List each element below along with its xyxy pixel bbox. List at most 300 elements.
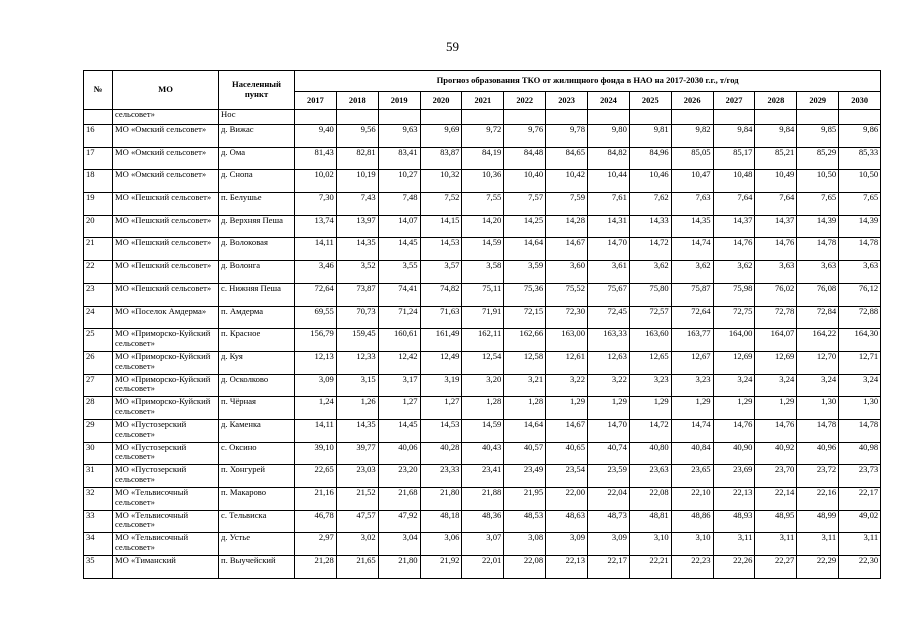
cell-value: 12,33: [336, 351, 378, 374]
column-header-year: 2019: [378, 92, 420, 110]
cell-value: 74,82: [420, 283, 462, 306]
cell-value: 46,78: [295, 510, 337, 533]
table-header: [84, 71, 881, 110]
cell-value: 3,19: [420, 374, 462, 397]
cell-settlement: д. Волоковая: [219, 238, 295, 261]
cell-num: 33: [84, 510, 113, 533]
cell-value: 1,29: [629, 397, 671, 420]
table-row: [84, 442, 881, 465]
cell-value: 164,30: [839, 329, 881, 352]
cell-value: 85,21: [755, 147, 797, 170]
column-header-year: 2021: [462, 92, 504, 110]
cell-value: 9,56: [336, 125, 378, 148]
cell-value: 14,67: [546, 238, 588, 261]
cell-value: 14,45: [378, 238, 420, 261]
cell-value: 9,81: [629, 125, 671, 148]
cell-value: 72,75: [713, 306, 755, 329]
cell-value: 14,59: [462, 419, 504, 442]
column-header-year: 2025: [629, 92, 671, 110]
table-row: [84, 397, 881, 420]
cell-value: 23,49: [504, 465, 546, 488]
cell-value: 21,52: [336, 488, 378, 511]
cell-value: 14,25: [504, 215, 546, 238]
cell-value: 162,66: [504, 329, 546, 352]
cell-value: 85,29: [797, 147, 839, 170]
cell-value: 3,07: [462, 533, 504, 556]
cell-value: 14,64: [504, 419, 546, 442]
cell-value: 14,78: [797, 419, 839, 442]
cell-value: 23,69: [713, 465, 755, 488]
table-row: [84, 238, 881, 261]
cell-value: 14,20: [462, 215, 504, 238]
table-row: [84, 510, 881, 533]
cell-value: 10,36: [462, 170, 504, 193]
cell-mo: МО «Тиманский: [113, 556, 219, 579]
table-row: [84, 351, 881, 374]
cell-value: 22,00: [546, 488, 588, 511]
cell-value: 72,45: [588, 306, 630, 329]
cell-value: 84,19: [462, 147, 504, 170]
cell-value: 12,63: [588, 351, 630, 374]
cell-settlement: Нос: [219, 110, 295, 125]
cell-value: 10,27: [378, 170, 420, 193]
cell-value: 14,67: [546, 419, 588, 442]
cell-value: 9,69: [420, 125, 462, 148]
cell-value: 1,27: [378, 397, 420, 420]
cell-mo: МО «Поселок Амдерма»: [113, 306, 219, 329]
cell-value: 14,37: [713, 215, 755, 238]
cell-mo: МО «Приморско-Куйский сельсовет»: [113, 329, 219, 352]
cell-value: 49,02: [839, 510, 881, 533]
cell-value: 13,97: [336, 215, 378, 238]
cell-value: 9,80: [588, 125, 630, 148]
cell-value: 14,15: [420, 215, 462, 238]
column-header-year: 2017: [295, 92, 337, 110]
cell-value: 3,24: [797, 374, 839, 397]
cell-value: 85,33: [839, 147, 881, 170]
cell-value: 1,28: [504, 397, 546, 420]
cell-value: 7,65: [797, 193, 839, 216]
table-row: [84, 193, 881, 216]
cell-value: 9,86: [839, 125, 881, 148]
cell-value: 74,41: [378, 283, 420, 306]
cell-value: 3,09: [546, 533, 588, 556]
cell-value: 164,07: [755, 329, 797, 352]
cell-value: 10,32: [420, 170, 462, 193]
cell-value: 164,00: [713, 329, 755, 352]
cell-value: 7,57: [504, 193, 546, 216]
cell-value: 3,21: [504, 374, 546, 397]
cell-value: 7,30: [295, 193, 337, 216]
cell-value: 14,11: [295, 419, 337, 442]
cell-value: 1,29: [671, 397, 713, 420]
cell-value: 83,41: [378, 147, 420, 170]
cell-mo: МО «Пешский сельсовет»: [113, 261, 219, 284]
cell-value: 10,46: [629, 170, 671, 193]
column-header-year: 2018: [336, 92, 378, 110]
cell-value: 159,45: [336, 329, 378, 352]
cell-value: 163,33: [588, 329, 630, 352]
cell-value: 14,78: [797, 238, 839, 261]
cell-value: 7,62: [629, 193, 671, 216]
cell-value: 21,80: [420, 488, 462, 511]
cell-value: 75,67: [588, 283, 630, 306]
cell-value: 84,82: [588, 147, 630, 170]
cell-value: 14,35: [671, 215, 713, 238]
cell-value: 9,76: [504, 125, 546, 148]
cell-value: 3,06: [420, 533, 462, 556]
cell-value: 72,15: [504, 306, 546, 329]
cell-settlement: п. Красное: [219, 329, 295, 352]
cell-value: 3,20: [462, 374, 504, 397]
cell-value: 7,52: [420, 193, 462, 216]
cell-value: 81,43: [295, 147, 337, 170]
cell-value: 12,13: [295, 351, 337, 374]
cell-value: 48,86: [671, 510, 713, 533]
cell-value: 40,06: [378, 442, 420, 465]
table-row: [84, 283, 881, 306]
cell-value: 3,02: [336, 533, 378, 556]
cell-value: 12,67: [671, 351, 713, 374]
cell-num: 23: [84, 283, 113, 306]
column-header-year: 2023: [546, 92, 588, 110]
cell-value: 12,69: [755, 351, 797, 374]
cell-value: 14,33: [629, 215, 671, 238]
cell-value: 22,17: [588, 556, 630, 579]
cell-value: 21,95: [504, 488, 546, 511]
table-row: [84, 419, 881, 442]
cell-value: 14,11: [295, 238, 337, 261]
table-row: [84, 488, 881, 511]
cell-value: 39,77: [336, 442, 378, 465]
cell-value: 84,96: [629, 147, 671, 170]
cell-value: 22,29: [797, 556, 839, 579]
cell-value: 3,46: [295, 261, 337, 284]
cell-value: 3,57: [420, 261, 462, 284]
table-row: [84, 306, 881, 329]
cell-value: 72,64: [295, 283, 337, 306]
cell-value: 9,63: [378, 125, 420, 148]
cell-value: 7,43: [336, 193, 378, 216]
column-header-mo: МО: [113, 71, 219, 110]
cell-value: 40,28: [420, 442, 462, 465]
cell-value: 75,11: [462, 283, 504, 306]
cell-num: 17: [84, 147, 113, 170]
cell-value: 22,16: [797, 488, 839, 511]
cell-value: 7,64: [713, 193, 755, 216]
cell-value: 3,52: [336, 261, 378, 284]
cell-value: 3,60: [546, 261, 588, 284]
cell-value: 48,93: [713, 510, 755, 533]
cell-num: 24: [84, 306, 113, 329]
cell-value: 22,13: [713, 488, 755, 511]
cell-value: 3,11: [797, 533, 839, 556]
column-header-forecast: Прогноз образования ТКО от жилищного фонда в НАО на 2017-2030 г.г., т/год: [295, 71, 881, 92]
cell-value: 23,73: [839, 465, 881, 488]
cell-value: 23,63: [629, 465, 671, 488]
cell-value: 10,02: [295, 170, 337, 193]
cell-value: 75,98: [713, 283, 755, 306]
cell-value: 14,76: [755, 419, 797, 442]
cell-mo: МО «Пешский сельсовет»: [113, 193, 219, 216]
cell-value: 75,52: [546, 283, 588, 306]
cell-value: 72,30: [546, 306, 588, 329]
cell-value: 14,59: [462, 238, 504, 261]
cell-value: 48,81: [629, 510, 671, 533]
cell-value: 7,59: [546, 193, 588, 216]
cell-value: 76,12: [839, 283, 881, 306]
cell-value: 48,99: [797, 510, 839, 533]
table-row: [84, 215, 881, 238]
cell-value: 10,47: [671, 170, 713, 193]
cell-settlement: д. Каменка: [219, 419, 295, 442]
cell-settlement: п. Чёрная: [219, 397, 295, 420]
cell-value: 1,29: [755, 397, 797, 420]
cell-value: 3,24: [713, 374, 755, 397]
cell-value: 14,72: [629, 238, 671, 261]
cell-value: 14,28: [546, 215, 588, 238]
table-row: [84, 261, 881, 284]
cell-value: 75,80: [629, 283, 671, 306]
cell-mo: сельсовет»: [113, 110, 219, 125]
page-number: 59: [446, 39, 459, 54]
cell-value: 163,60: [629, 329, 671, 352]
cell-value: 9,82: [671, 125, 713, 148]
cell-mo: МО «Тельвисочный сельсовет»: [113, 510, 219, 533]
column-header-year: 2028: [755, 92, 797, 110]
table-body: [84, 110, 881, 579]
cell-value: 40,57: [504, 442, 546, 465]
cell-value: 21,88: [462, 488, 504, 511]
cell-mo: МО «Омский сельсовет»: [113, 125, 219, 148]
cell-value: 14,35: [336, 419, 378, 442]
cell-value: 14,37: [755, 215, 797, 238]
cell-value: 76,02: [755, 283, 797, 306]
cell-value: 14,78: [839, 238, 881, 261]
cell-value: 22,10: [671, 488, 713, 511]
table-row: [84, 533, 881, 556]
cell-value: 163,77: [671, 329, 713, 352]
cell-num: 21: [84, 238, 113, 261]
cell-value: 69,55: [295, 306, 337, 329]
cell-mo: МО «Приморско-Куйский сельсовет»: [113, 351, 219, 374]
cell-value: 82,81: [336, 147, 378, 170]
cell-value: 14,78: [839, 419, 881, 442]
cell-mo: МО «Тельвисочный сельсовет»: [113, 533, 219, 556]
cell-value: 14,76: [713, 238, 755, 261]
cell-settlement: с. Тельвиска: [219, 510, 295, 533]
cell-value: 23,65: [671, 465, 713, 488]
cell-value: 23,59: [588, 465, 630, 488]
cell-value: 48,95: [755, 510, 797, 533]
cell-value: 3,23: [671, 374, 713, 397]
cell-value: 40,92: [755, 442, 797, 465]
cell-value: 73,87: [336, 283, 378, 306]
cell-value: 71,91: [462, 306, 504, 329]
cell-num: 32: [84, 488, 113, 511]
cell-mo: МО «Тельвисочный сельсовет»: [113, 488, 219, 511]
cell-settlement: д. Ома: [219, 147, 295, 170]
cell-value: 3,09: [588, 533, 630, 556]
cell-value: 71,63: [420, 306, 462, 329]
cell-mo: МО «Приморско-Куйский сельсовет»: [113, 374, 219, 397]
cell-settlement: с. Оксино: [219, 442, 295, 465]
cell-value: 22,01: [462, 556, 504, 579]
cell-value: 10,19: [336, 170, 378, 193]
cell-value: 48,53: [504, 510, 546, 533]
cell-value: 9,78: [546, 125, 588, 148]
column-header-year: 2024: [588, 92, 630, 110]
cell-value: 3,22: [588, 374, 630, 397]
cell-mo: МО «Пешский сельсовет»: [113, 283, 219, 306]
cell-value: 12,70: [797, 351, 839, 374]
cell-value: 10,44: [588, 170, 630, 193]
cell-settlement: п. Выучейский: [219, 556, 295, 579]
cell-value: 72,57: [629, 306, 671, 329]
table-row: [84, 329, 881, 352]
cell-value: 3,22: [546, 374, 588, 397]
column-header-year: 2022: [504, 92, 546, 110]
cell-value: 1,24: [295, 397, 337, 420]
cell-value: 3,61: [588, 261, 630, 284]
cell-value: 3,11: [713, 533, 755, 556]
cell-value: 40,84: [671, 442, 713, 465]
cell-value: 12,65: [629, 351, 671, 374]
cell-settlement: п. Белушье: [219, 193, 295, 216]
cell-settlement: д. Устье: [219, 533, 295, 556]
cell-value: 22,14: [755, 488, 797, 511]
cell-num: 28: [84, 397, 113, 420]
cell-value: 1,27: [420, 397, 462, 420]
cell-value: 40,65: [546, 442, 588, 465]
cell-value: 3,63: [755, 261, 797, 284]
cell-settlement: д. Волонга: [219, 261, 295, 284]
cell-value: 9,84: [755, 125, 797, 148]
cell-value: 3,58: [462, 261, 504, 284]
cell-settlement: п. Амдерма: [219, 306, 295, 329]
cell-value: 48,18: [420, 510, 462, 533]
cell-value: 3,23: [629, 374, 671, 397]
cell-mo: МО «Пустозерский сельсовет»: [113, 419, 219, 442]
cell-value: 21,28: [295, 556, 337, 579]
cell-value: 1,30: [839, 397, 881, 420]
cell-value: 39,10: [295, 442, 337, 465]
cell-value: 22,65: [295, 465, 337, 488]
cell-value: 22,23: [671, 556, 713, 579]
cell-value: 22,26: [713, 556, 755, 579]
cell-value: 9,85: [797, 125, 839, 148]
cell-value: 22,27: [755, 556, 797, 579]
cell-num: 22: [84, 261, 113, 284]
column-header-year: 2026: [671, 92, 713, 110]
cell-value: 22,13: [546, 556, 588, 579]
cell-value: 164,22: [797, 329, 839, 352]
table-row: [84, 147, 881, 170]
cell-value: 7,64: [755, 193, 797, 216]
column-header-year: 2030: [839, 92, 881, 110]
cell-value: 14,72: [629, 419, 671, 442]
cell-value: 48,63: [546, 510, 588, 533]
cell-value: 10,48: [713, 170, 755, 193]
cell-settlement: д. Осколково: [219, 374, 295, 397]
cell-value: 1,29: [588, 397, 630, 420]
cell-value: 84,65: [546, 147, 588, 170]
cell-value: 23,33: [420, 465, 462, 488]
table-row: [84, 125, 881, 148]
cell-value: 3,59: [504, 261, 546, 284]
cell-value: 3,10: [629, 533, 671, 556]
cell-value: 70,73: [336, 306, 378, 329]
cell-value: 75,36: [504, 283, 546, 306]
cell-mo: МО «Пустозерский сельсовет»: [113, 442, 219, 465]
cell-value: 3,62: [713, 261, 755, 284]
cell-value: 7,48: [378, 193, 420, 216]
cell-value: 1,28: [462, 397, 504, 420]
cell-value: 22,08: [629, 488, 671, 511]
cell-value: 156,79: [295, 329, 337, 352]
cell-value: 12,42: [378, 351, 420, 374]
table-row-continuation: [84, 110, 881, 125]
cell-num: [84, 110, 113, 125]
cell-value: 3,11: [839, 533, 881, 556]
cell-num: 25: [84, 329, 113, 352]
cell-settlement: д. Верхняя Пеша: [219, 215, 295, 238]
cell-value: 7,65: [839, 193, 881, 216]
cell-value: 72,88: [839, 306, 881, 329]
cell-value: 76,08: [797, 283, 839, 306]
cell-value: 12,61: [546, 351, 588, 374]
cell-value: 14,74: [671, 238, 713, 261]
tko-forecast-table: [83, 70, 881, 579]
cell-value: 23,72: [797, 465, 839, 488]
cell-settlement: п. Хонгурей: [219, 465, 295, 488]
cell-value: 21,65: [336, 556, 378, 579]
cell-value: 3,09: [295, 374, 337, 397]
cell-settlement: д. Снопа: [219, 170, 295, 193]
cell-value: 12,71: [839, 351, 881, 374]
cell-num: 27: [84, 374, 113, 397]
cell-value: 72,78: [755, 306, 797, 329]
cell-value: 3,15: [336, 374, 378, 397]
cell-value: 22,30: [839, 556, 881, 579]
column-header-settlement: Населенный пункт: [219, 71, 295, 110]
cell-mo: МО «Пустозерский сельсовет»: [113, 465, 219, 488]
cell-value: 21,16: [295, 488, 337, 511]
cell-value: 7,61: [588, 193, 630, 216]
cell-value: 162,11: [462, 329, 504, 352]
cell-value: 72,64: [671, 306, 713, 329]
cell-num: 26: [84, 351, 113, 374]
cell-value: 1,29: [546, 397, 588, 420]
cell-value: 12,54: [462, 351, 504, 374]
cell-num: 31: [84, 465, 113, 488]
cell-value: 14,76: [713, 419, 755, 442]
cell-value: 3,24: [839, 374, 881, 397]
cell-value: 3,08: [504, 533, 546, 556]
cell-value: 10,49: [755, 170, 797, 193]
cell-value: 21,80: [378, 556, 420, 579]
cell-value: 14,53: [420, 238, 462, 261]
cell-value: 21,92: [420, 556, 462, 579]
cell-settlement: д. Куя: [219, 351, 295, 374]
cell-value: 12,49: [420, 351, 462, 374]
cell-value: 83,87: [420, 147, 462, 170]
cell-value: 3,63: [797, 261, 839, 284]
cell-num: 18: [84, 170, 113, 193]
cell-mo: МО «Омский сельсовет»: [113, 147, 219, 170]
table-row: [84, 374, 881, 397]
cell-num: 29: [84, 419, 113, 442]
